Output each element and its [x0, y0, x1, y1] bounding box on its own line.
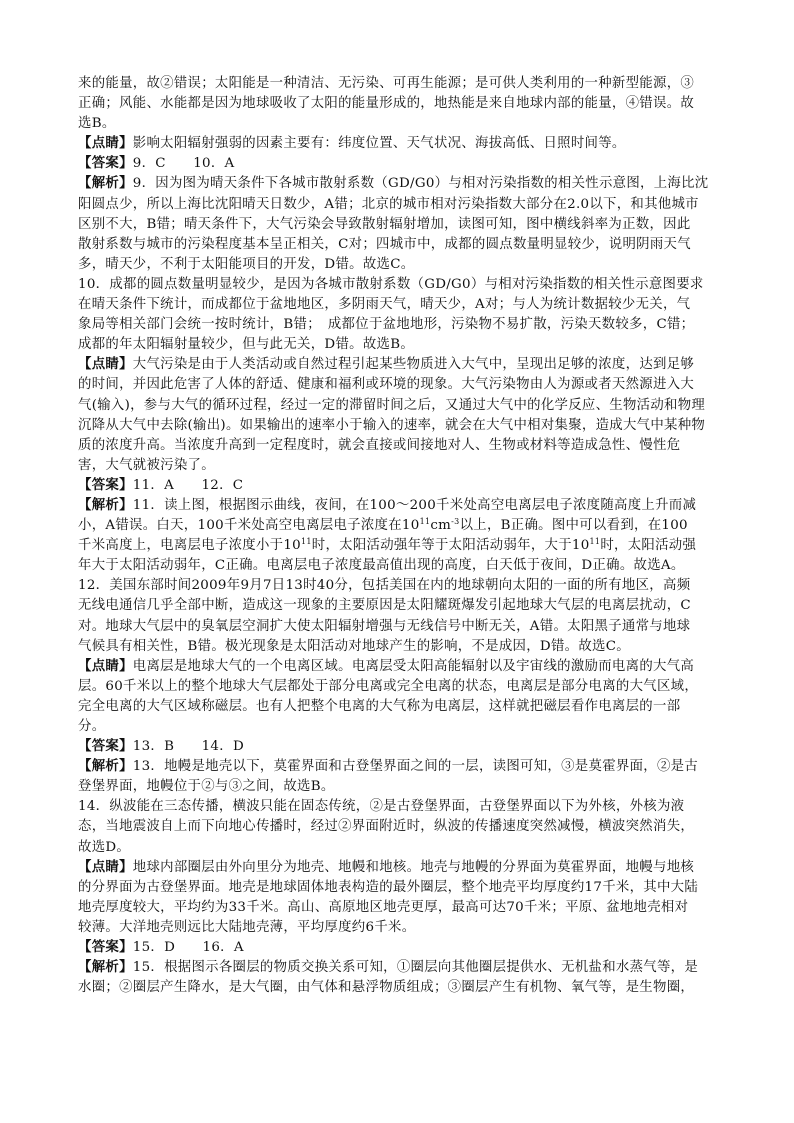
section-tag: 【答案】: [78, 940, 133, 956]
text-line: [78, 536, 718, 556]
section-tag: 【答案】: [78, 156, 133, 172]
line-text: 12．美国东部时间2009年9月7日13时40分，包括美国在内的地球朝向太阳的一面的所有地区，高频: [78, 578, 691, 594]
line-text: 13．B 14．D: [132, 739, 244, 755]
line-text: 质的浓度升高。当浓度升高到一定程度时，就会直接或间接地对人、生物或材料等造成急性、慢性危: [78, 437, 681, 453]
superscript: 11: [301, 537, 312, 547]
text-line: [78, 476, 718, 496]
section-tag: 【解析】: [78, 176, 133, 192]
line-text: 态，当地震波自上而下向地心传播时，经过②界面附近时，纵波的传播速度突然减慢，横波突然消失，: [78, 819, 695, 835]
line-text: 正确；风能、水能都是因为地球吸收了太阳的能量形成的，地热能是来自地球内部的能量，④错误。故: [78, 96, 695, 112]
text-line: [78, 918, 718, 938]
line-text: 散射系数与城市的污染程度基本呈正相关，C对；四城市中，成都的圆点数量明显较少，说明阴雨天气: [78, 236, 691, 252]
section-tag: 【点睛】: [78, 357, 133, 373]
text-line: [78, 757, 718, 777]
line-text: 地壳厚度较大，平均约为33千米。高山、高原地区地壳更厚，最高可达70千米；平原、盆地地壳相对: [78, 899, 689, 915]
line-text: 气(输入)，参与大气的循环过程，经过一定的滞留时间之后，又通过大气中的化学反应、生物活动和物理: [78, 397, 706, 413]
line-text: 无线电通信几乎全部中断，造成这一现象的主要原因是太阳耀斑爆发引起地球大气层的电离层扰动，C: [78, 598, 691, 614]
line-text: 区别不大，B错；晴天条件下，大气污染会导致散射辐射增加，读图可知，图中横线斜率为正数，因此: [78, 216, 691, 232]
line-text: 11．读上图，根据图示曲线，夜间，在100～200千米处高空电离层电子浓度随高度上升而减: [132, 497, 697, 513]
superscript: 11: [589, 537, 601, 547]
text-line: [78, 174, 718, 194]
text-line: [78, 134, 718, 154]
superscript: -3: [451, 517, 460, 527]
line-text: 年大于太阳活动弱年，C正确。电离层电子浓度最高值出现的高度，白天低于夜间，D正确。故选A。: [78, 558, 685, 574]
line-text: 14．纵波能在三态传播，横波只能在固态传统，②是古登堡界面，古登堡界面以下为外核，外核为液: [78, 799, 685, 815]
text-line: [78, 396, 718, 416]
line-text: 小，A错误。白天，100千米处高空电离层电子浓度在10: [78, 518, 420, 534]
line-text: 大气污染是由于人类活动或自然过程引起某些物质进入大气中，呈现出足够的浓度，达到足够: [132, 357, 695, 373]
text-line: [78, 838, 718, 858]
text-line: [78, 617, 718, 637]
line-text: 完全电离的大气区域称磁层。也有人把整个电离的大气称为电离层，这样就把磁层看作电离层的一部: [78, 698, 681, 714]
text-line: [78, 697, 718, 717]
text-line: [78, 576, 718, 596]
text-line: [78, 817, 718, 837]
text-line: [78, 878, 718, 898]
section-tag: 【解析】: [78, 497, 133, 513]
section-tag: 【解析】: [78, 759, 133, 775]
text-line: [78, 777, 718, 797]
text-line: [78, 677, 718, 697]
text-line: [78, 596, 718, 616]
line-text: 时，太阳活动强: [600, 538, 697, 554]
section-tag: 【点睛】: [78, 658, 133, 674]
text-line: [78, 195, 718, 215]
line-text: 分。: [78, 719, 106, 734]
line-text: 15．根据图示各圈层的物质交换关系可知，①圈层向其他圈层提供水、无机盐和水蒸气等，是: [132, 960, 699, 976]
text-line: [78, 355, 718, 375]
text-line: [78, 94, 718, 114]
line-text: 11．A 12．C: [132, 477, 244, 493]
text-line: [78, 375, 718, 395]
line-text: 9．C 10．A: [132, 156, 235, 172]
text-line: [78, 154, 718, 174]
text-line: [78, 235, 718, 255]
text-line: [78, 255, 718, 275]
line-text: 选B。: [78, 116, 116, 132]
section-tag: 【点睛】: [78, 859, 133, 875]
line-text: 阳圆点少，所以上海比沈阳晴天日数少，A错；北京的城市相对污染指数大部分在2.0以下，和其他城市: [78, 196, 699, 212]
line-text: 害，大气就被污染了。: [78, 457, 215, 473]
text-line: [78, 496, 718, 516]
text-line: [78, 858, 718, 878]
text-line: [78, 958, 718, 978]
line-text: 登堡界面，地幔位于②与③之间，故选B。: [78, 779, 335, 795]
line-text: 象局等相关部门会统一按时统计，B错； 成都位于盆地地形，污染物不易扩散，污染天数较多，C错；: [78, 317, 695, 333]
text-line: [78, 315, 718, 335]
text-line: [78, 416, 718, 436]
line-text: 影响太阳辐射强弱的因素主要有：纬度位置、天气状况、海拔高低、日照时间等。: [132, 136, 626, 152]
text-line: [78, 456, 718, 476]
line-text: 的分界面为古登堡界面。地壳是地球固体地表构造的最外圈层，整个地壳平均厚度约17千米，其中大陆: [78, 879, 699, 895]
line-text: 千米高度上，电离层电子浓度小于10: [78, 538, 301, 554]
text-line: [78, 797, 718, 817]
line-text: 沉降从大气中去除(输出)。如果输出的速率小于输入的速率，就会在大气中相对集聚，造成大气中某种物: [78, 417, 706, 433]
text-line: [78, 556, 718, 576]
line-text: 13．地幔是地壳以下，莫霍界面和古登堡界面之间的一层，读图可知，③是莫霍界面，②是古: [132, 759, 699, 775]
line-text: 9．因为图为晴天条件下各城市散射系数（GD/G0）与相对污染指数的相关性示意图，上海比沈: [132, 176, 709, 192]
line-text: 10．成都的圆点数量明显较少，是因为各城市散射系数（GD/G0）与相对污染指数的相关性示意图要求: [78, 276, 704, 292]
text-line: [78, 516, 718, 536]
text-line: [78, 114, 718, 134]
line-text: 气候具有相关性，B错。极光现象是太阳活动对地球产生的影响，不是成因，D错。故选C。: [78, 638, 630, 654]
line-text: 电离层是地球大气的一个电离区域。电离层受太阳高能辐射以及宇宙线的激励而电离的大气高: [132, 658, 695, 674]
text-line: [78, 978, 718, 998]
line-text: 故选D。: [78, 839, 131, 855]
text-line: [78, 335, 718, 355]
line-text: 对。地球大气层中的臭氧层空洞扩大使太阳辐射增强与无线信号中断无关，A错。太阳黑子通常与地球: [78, 618, 691, 634]
line-text: 水圈；②圈层产生降水，是大气圈，由气体和悬浮物质组成；③圈层产生有机物、氧气等，是生物圈，: [78, 980, 695, 996]
section-tag: 【解析】: [78, 960, 133, 976]
text-line: [78, 717, 718, 737]
line-text: 时，太阳活动强年等于太阳活动弱年，大于10: [311, 538, 590, 554]
text-line: [78, 275, 718, 295]
line-text: 的时间，并因此危害了人体的舒适、健康和福利或环境的现象。大气污染物由人为源或者天然源进入大: [78, 377, 695, 393]
line-text: 较薄。大洋地壳则远比大陆地壳薄，平均厚度约6千米。: [78, 919, 416, 935]
line-text: cm: [430, 518, 452, 534]
superscript: 11: [419, 517, 431, 527]
line-text: 成都的年太阳辐射量较少，但与此无关，D错。故选B。: [78, 337, 415, 353]
text-line: [78, 938, 718, 958]
text-line: [78, 436, 718, 456]
section-tag: 【点睛】: [78, 136, 133, 152]
text-line: [78, 295, 718, 315]
text-line: [78, 737, 718, 757]
text-line: [78, 215, 718, 235]
section-tag: 【答案】: [78, 739, 133, 755]
line-text: 来的能量，故②错误；太阳能是一种清洁、无污染、可再生能源；是可供人类利用的一种新型能源，③: [78, 76, 695, 91]
text-line: [78, 637, 718, 657]
section-tag: 【答案】: [78, 477, 133, 493]
document-page: [78, 74, 718, 998]
line-text: 多，晴天少，不利于太阳能项目的开发，D错。故选C。: [78, 256, 415, 272]
text-line: [78, 898, 718, 918]
text-line: [78, 657, 718, 677]
line-text: 15．D 16．A: [132, 940, 244, 956]
line-text: 层。60千米以上的整个地球大气层都处于部分电离或完全电离的状态，电离层是部分电离的大气区域，: [78, 678, 699, 694]
text-line: [78, 74, 718, 94]
line-text: 地球内部圈层由外向里分为地壳、地幔和地核。地壳与地幔的分界面为莫霍界面，地幔与地核: [132, 859, 695, 875]
line-text: 在晴天条件下统计，而成都位于盆地地区，多阴雨天气，晴天少，A对；与人为统计数据较少无关，气: [78, 297, 691, 313]
line-text: 以上，B正确。图中可以看到，在100: [459, 518, 688, 534]
